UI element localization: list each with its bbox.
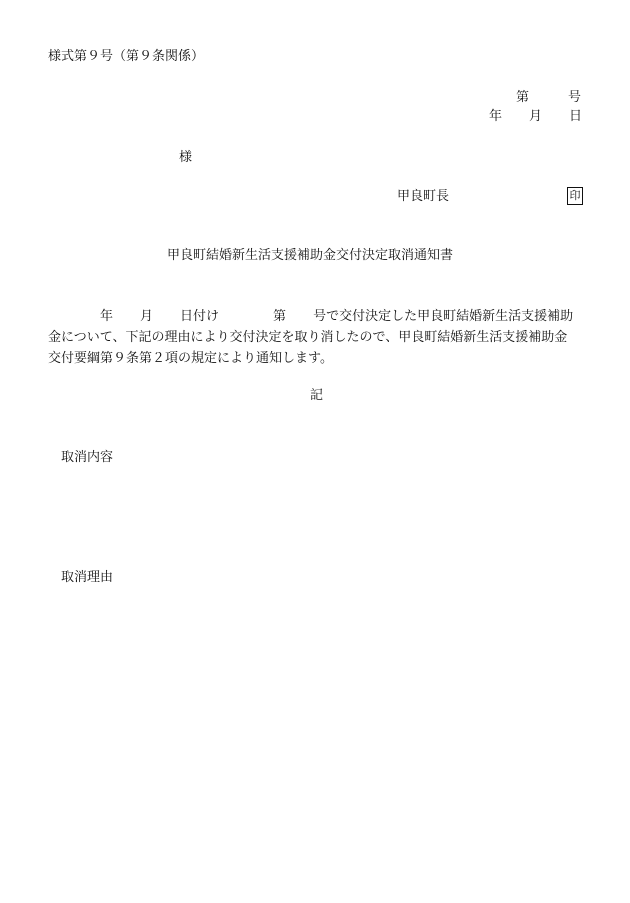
body-line-2: 金について、下記の理由により交付決定を取り消したので、甲良町結婚新生活支援補助金: [48, 330, 568, 345]
document-title: 甲良町結婚新生活支援補助金交付決定取消通知書: [167, 248, 454, 263]
body-line-1-rest: 号で交付決定した甲良町結婚新生活支援補助: [313, 309, 574, 324]
issuer-title: 甲良町長: [397, 189, 450, 204]
document-body: [48, 306, 588, 369]
seal-mark: 印: [567, 187, 583, 205]
body-year: 年: [100, 309, 114, 324]
cancellation-content-label: 取消内容: [61, 450, 114, 465]
document-number-go: 号: [568, 90, 582, 105]
ki-heading: 記: [310, 388, 324, 403]
body-month: 月: [140, 309, 154, 324]
body-line-1: [48, 306, 588, 327]
form-number: 様式第９号（第９条関係）: [48, 49, 205, 64]
date-month: 月: [529, 109, 543, 124]
document-number-dai: 第: [516, 90, 530, 105]
cancellation-reason-label: 取消理由: [61, 570, 114, 585]
body-date: 日付け: [180, 309, 220, 324]
recipient-honorific: 様: [179, 150, 193, 165]
date-day: 日: [569, 109, 583, 124]
body-line-3: 交付要綱第９条第２項の規定により通知します。: [48, 351, 333, 366]
body-dai: 第: [273, 309, 287, 324]
date-year: 年: [489, 109, 503, 124]
